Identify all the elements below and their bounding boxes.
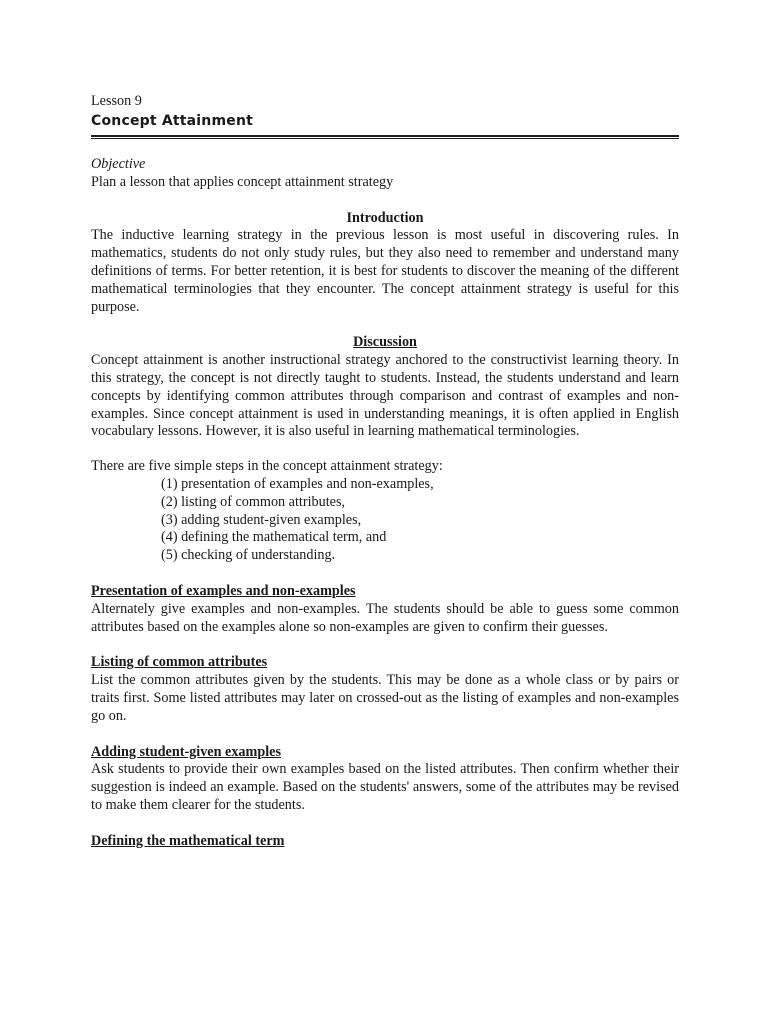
lesson-title: Concept Attainment xyxy=(91,113,254,129)
introduction-text: The inductive learning strategy in the previous lesson is most useful in discovering rules. In mathematics, students do not only study rules, but they also need to remember and understand many definitions of terms. For better retention, it is best for students to discover the meaning of the different mathematical terminologies that they encounter. The concept attainment strategy is useful for this purpose. xyxy=(91,227,679,315)
steps-list xyxy=(91,476,679,565)
section-heading-defining: Defining the mathematical term xyxy=(91,832,285,849)
section-text-listing: List the common attributes given by the students. This may be done as a whole class or by pairs or traits first. Some listed attributes may later on crossed-out as the listing of examples and non-examples go on. xyxy=(91,672,679,724)
step-item: (4) defining the mathematical term, and xyxy=(161,529,387,546)
objective-text: Plan a lesson that applies concept attainment strategy xyxy=(91,173,394,190)
objective-heading: Objective xyxy=(91,156,146,172)
section-heading-adding: Adding student-given examples xyxy=(91,743,281,760)
step-item: (3) adding student-given examples, xyxy=(161,511,362,528)
step-item: (5) checking of understanding. xyxy=(161,547,336,564)
section-text-presentation: Alternately give examples and non-examples. The students should be able to guess some common attributes based on the examples alone so non-examples are given to confirm their guesses. xyxy=(91,600,679,635)
discussion-heading: Discussion xyxy=(353,334,417,351)
step-item: (2) listing of common attributes, xyxy=(161,493,346,510)
title-divider xyxy=(91,135,679,139)
discussion-text: Concept attainment is another instructional strategy anchored to the constructivist learning theory. In this strategy, the concept is not directly taught to students. Instead, the students understand and learn concepts by identifying common attributes through comparison and contrast of examples and non-examples. Since concept attainment is used in understanding meanings, it is often applied in English vocabulary lessons. However, it is also useful in learning mathematical terminologies. xyxy=(91,352,679,440)
section-heading-presentation: Presentation of examples and non-examples xyxy=(91,582,356,599)
steps-intro: There are five simple steps in the concept attainment strategy: xyxy=(91,458,443,475)
section-text-adding: Ask students to provide their own examples based on the listed attributes. Then confirm whether their suggestion is indeed an example. Based on the students' answers, some of the attributes may be revised to make them clearer for the students. xyxy=(91,761,679,813)
discussion-heading-wrap xyxy=(91,334,679,352)
section-heading-listing: Listing of common attributes xyxy=(91,654,268,671)
step-item: (1) presentation of examples and non-examples, xyxy=(161,475,434,492)
document-page xyxy=(91,92,679,851)
introduction-heading: Introduction xyxy=(346,209,424,226)
lesson-number: Lesson 9 xyxy=(91,93,142,109)
